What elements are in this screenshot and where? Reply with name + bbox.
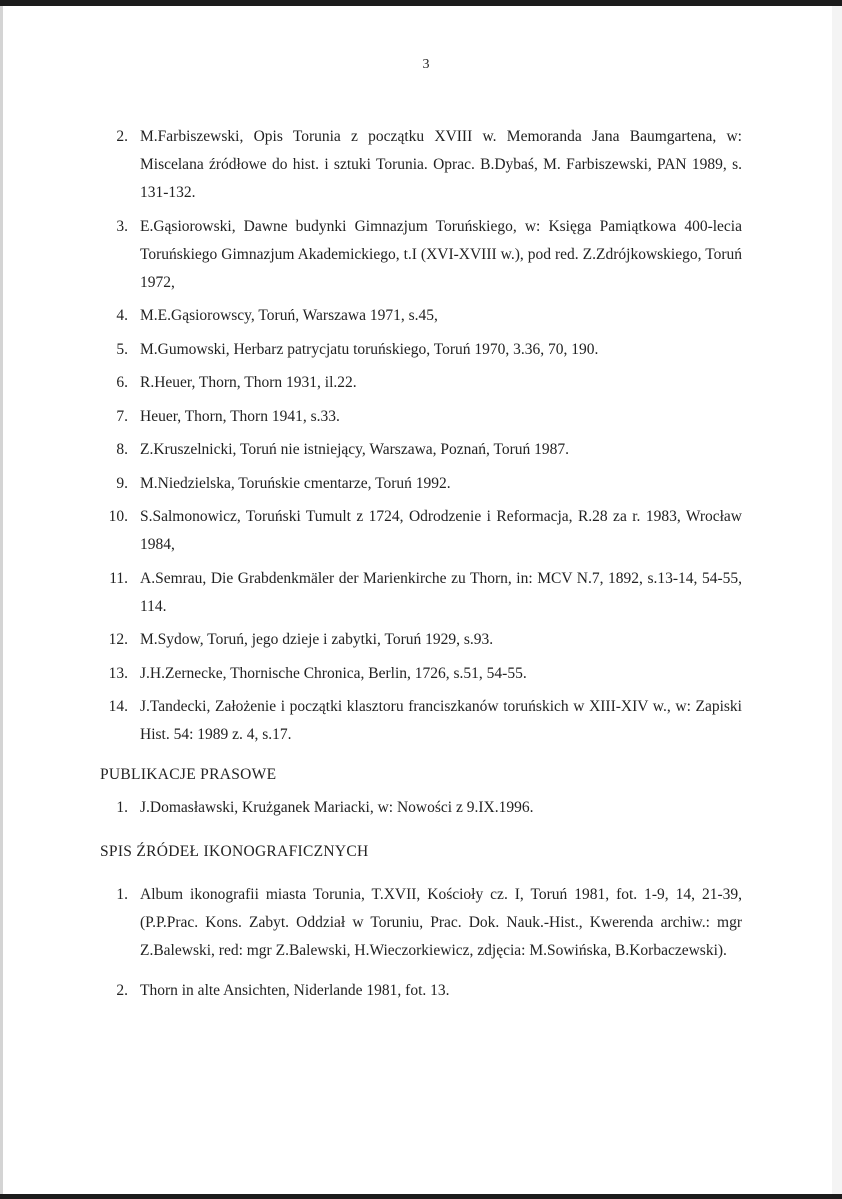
item-number: 13.	[108, 664, 128, 682]
list-item	[100, 470, 742, 498]
item-number: 3.	[116, 217, 128, 235]
item-number: 10.	[108, 508, 128, 525]
bibliography-list	[100, 123, 742, 749]
item-text: A.Semrau, Die Grabdenkmäler der Marienkirche zu Thorn, in: MCV N.7, 1892, s.13-14, 54-55, 114.	[140, 569, 742, 615]
list-item	[100, 626, 742, 654]
scan-edge-left	[0, 6, 3, 1194]
list-item	[100, 213, 742, 297]
list-item	[100, 565, 742, 621]
list-item	[100, 693, 742, 749]
page-number: 3	[422, 57, 430, 72]
list-item	[100, 794, 742, 822]
item-number: 1.	[116, 799, 128, 816]
press-heading: PUBLIKACJE PRASOWE	[100, 766, 277, 783]
item-text: Album ikonografii miasta Torunia, T.XVII, Kościoły cz. I, Toruń 1981, fot. 1-9, 14, 21-39, (P.P.Prac. Kons. Zabyt. Oddział w Toruniu, Prac. Dok. Nauk.-Hist., Kwerenda archiw.: mgr Z.Balewski, red: mgr Z.Balewski, H.Wieczorkiewicz, zdjęcia: M.Sowińska, B.Korbaczewski).	[140, 886, 742, 959]
item-number: 14.	[108, 698, 128, 715]
item-text: Z.Kruszelnicki, Toruń nie istniejący, Warszawa, Poznań, Toruń 1987.	[140, 441, 570, 458]
item-text: M.E.Gąsiorowscy, Toruń, Warszawa 1971, s.45,	[140, 307, 438, 324]
scan-edge-top	[0, 0, 842, 6]
item-number: 12.	[108, 631, 128, 648]
item-text: M.Gumowski, Herbarz patrycjatu toruńskiego, Toruń 1970, 3.36, 70, 190.	[140, 340, 599, 358]
list-item	[100, 302, 742, 330]
press-list	[100, 794, 742, 822]
list-item	[100, 369, 742, 397]
list-item	[100, 403, 742, 431]
item-text: M.Farbiszewski, Opis Torunia z początku XVIII w. Memoranda Jana Baumgartena, w: Miscelana źródłowe do hist. i sztuki Torunia. Oprac. B.Dybaś, M. Farbiszewski, PAN 1989, s. 131-132.	[140, 128, 742, 201]
iconography-heading: SPIS ŹRÓDEŁ IKONOGRAFICZNYCH	[100, 843, 369, 860]
item-text: J.Domasławski, Krużganek Mariacki, w: Nowości z 9.IX.1996.	[140, 799, 534, 816]
item-text: S.Salmonowicz, Toruński Tumult z 1724, Odrodzenie i Reformacja, R.28 za r. 1983, Wrocław 1984,	[140, 508, 742, 553]
item-text: Thorn in alte Ansichten, Niderlande 1981, fot. 13.	[140, 982, 450, 999]
list-item	[100, 881, 742, 965]
item-text: Heuer, Thorn, Thorn 1941, s.33.	[140, 407, 340, 425]
item-text: M.Sydow, Toruń, jego dzieje i zabytki, Toruń 1929, s.93.	[140, 631, 494, 648]
item-text: E.Gąsiorowski, Dawne budynki Gimnazjum Toruńskiego, w: Księga Pamiątkowa 400-lecia Toruńskiego Gimnazjum Akademickiego, t.I (XVI-XVIII w.), pod red. Z.Zdrójkowskiego, Toruń 1972,	[140, 217, 742, 291]
item-number: 2.	[116, 982, 128, 999]
scan-edge-right	[832, 6, 842, 1194]
item-number: 5.	[116, 340, 128, 358]
list-item	[100, 977, 742, 1005]
item-number: 1.	[116, 886, 128, 903]
list-item	[100, 436, 742, 464]
item-number: 7.	[116, 407, 128, 425]
item-number: 9.	[116, 474, 128, 492]
list-item	[100, 503, 742, 559]
item-text: J.H.Zernecke, Thornische Chronica, Berlin, 1726, s.51, 54-55.	[140, 664, 527, 682]
item-text: J.Tandecki, Założenie i początki klasztoru franciszkanów toruńskich w XIII-XIV w., w: Zapiski Hist. 54: 1989 z. 4, s.17.	[140, 698, 742, 743]
item-number: 8.	[116, 441, 128, 458]
list-item	[100, 123, 742, 207]
list-item	[100, 336, 742, 364]
item-text: M.Niedzielska, Toruńskie cmentarze, Toruń 1992.	[140, 474, 451, 492]
item-number: 2.	[116, 128, 128, 145]
item-number: 11.	[109, 569, 128, 587]
iconography-list	[100, 881, 742, 1005]
list-item	[100, 660, 742, 688]
item-text: R.Heuer, Thorn, Thorn 1931, il.22.	[140, 374, 357, 391]
item-number: 6.	[116, 374, 128, 391]
document-body	[100, 123, 742, 1017]
item-number: 4.	[116, 307, 128, 324]
scan-edge-bottom	[0, 1194, 842, 1199]
